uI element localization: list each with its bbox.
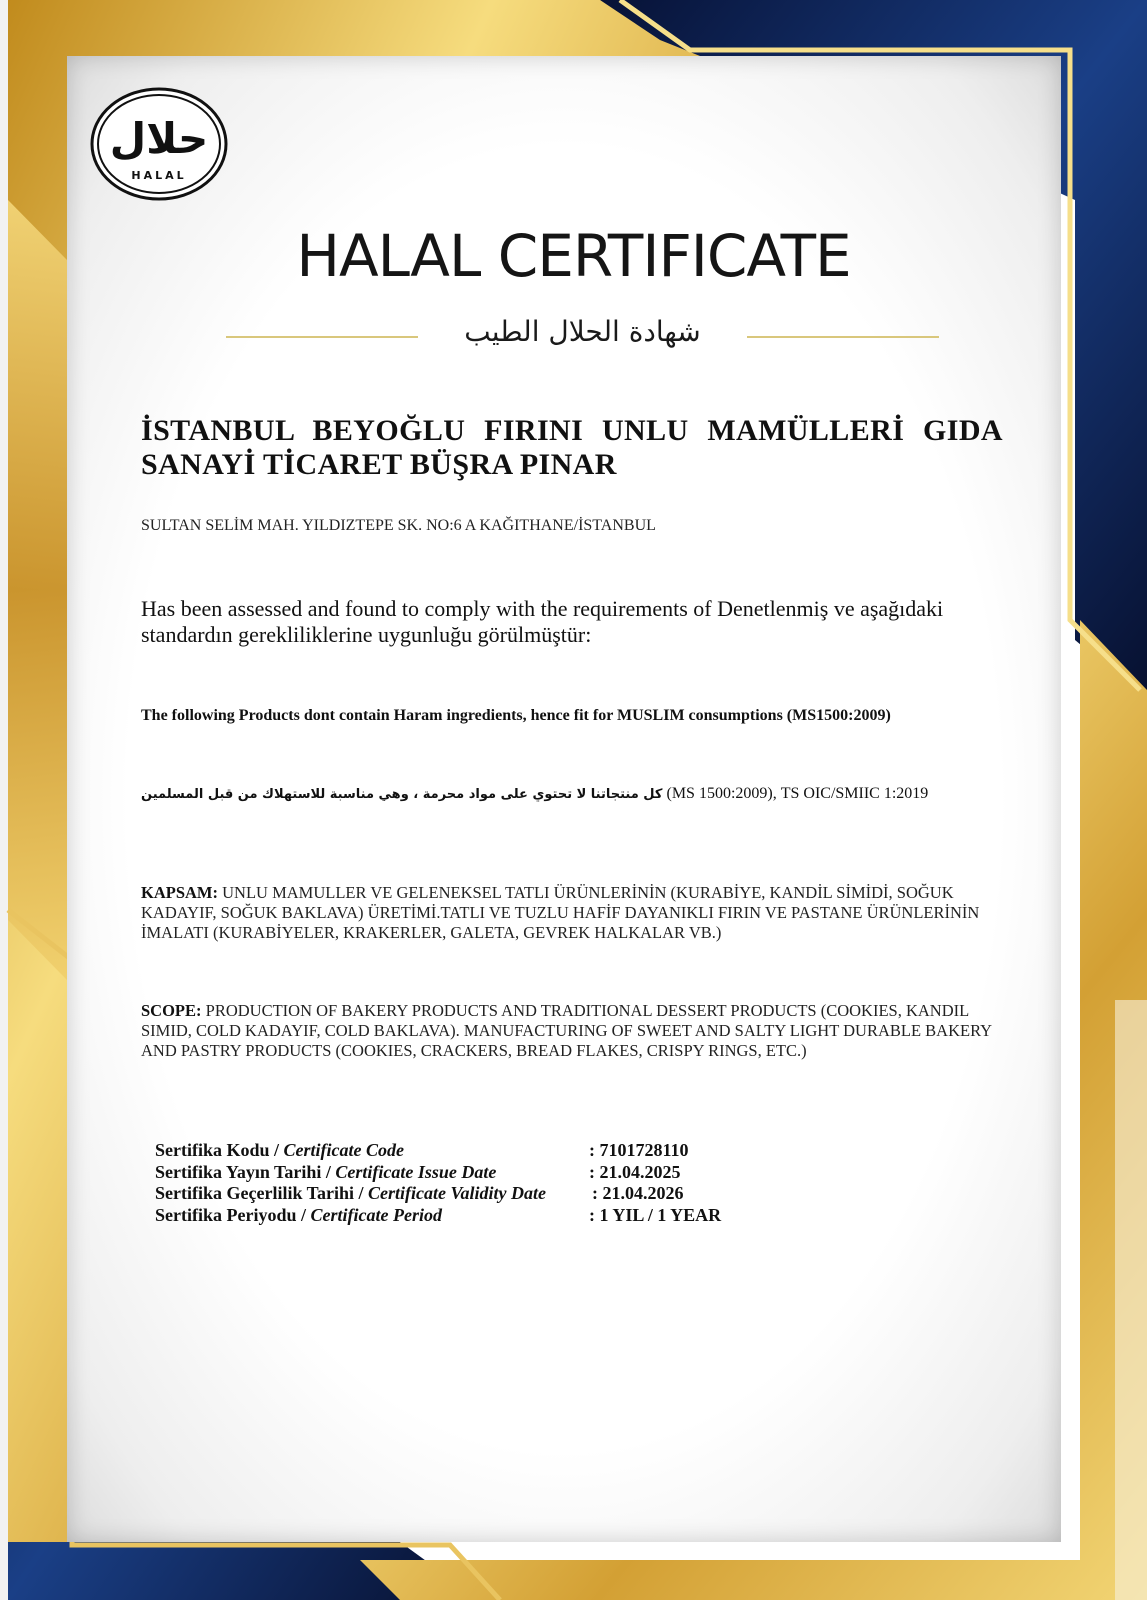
kapsam-text: UNLU MAMULLER VE GELENEKSEL TATLI ÜRÜNLERİNİN (KURABİYE, KANDİL SİMİDİ, SOĞUK KADAYIF, SOĞUK BAKLAVA) ÜRETİMİ.TATLI VE TUZLU HAFİF DAYANIKLI FIRIN VE PASTANE ÜRÜNLERİNİN İMALATI (KURABİYELER, KRAKERLER, GALETA, GEVREK HALKALAR VB.): [141, 883, 980, 942]
scope-label: SCOPE:: [141, 1001, 202, 1020]
detail-label-tr: Sertifika Kodu /: [155, 1140, 284, 1160]
detail-label-tr: Sertifika Geçerlilik Tarihi /: [155, 1183, 368, 1203]
company-address: SULTAN SELİM MAH. YILDIZTEPE SK. NO:6 A KAĞITHANE/İSTANBUL: [141, 517, 656, 534]
detail-label-en: Certificate Validity Date: [368, 1183, 546, 1203]
compliance-statement: Has been assessed and found to comply with the requirements of Denetlenmiş ve aşağıdaki standardın gerekliliklerine uygunluğu görülmüştür:: [141, 596, 944, 647]
detail-label-en: Certificate Issue Date: [335, 1161, 497, 1182]
detail-label-tr: Sertifika Yayın Tarihi /: [155, 1161, 336, 1182]
products-statement: The following Products dont contain Haram ingredients, hence fit for MUSLIM consumptions (MS1500:2009): [141, 707, 891, 724]
detail-label: [155, 1205, 442, 1227]
standards-text: (MS 1500:2009), TS OIC/SMIIC 1:2019: [662, 785, 929, 802]
kapsam-paragraph: [141, 883, 1011, 943]
detail-label: [155, 1183, 546, 1205]
detail-value: : 1 YIL / 1 YEAR: [589, 1204, 722, 1225]
arabic-statement: [141, 785, 928, 803]
seal-arabic-text: حلال: [109, 114, 209, 163]
kapsam-label: KAPSAM:: [141, 883, 218, 902]
scope-paragraph: [141, 1001, 1011, 1061]
detail-value: : 7101728110: [589, 1140, 689, 1160]
company-name: İSTANBUL BEYOĞLU FIRINI UNLU MAMÜLLERİ GIDA SANAYİ TİCARET BÜŞRA PINAR: [141, 414, 1003, 481]
detail-value: : 21.04.2025: [589, 1161, 681, 1182]
detail-label-en: Certificate Period: [310, 1204, 442, 1225]
certificate-title: HALAL CERTIFICATE: [296, 222, 851, 290]
decorative-rule-right: [747, 336, 939, 338]
decorative-rule-left: [226, 336, 418, 338]
detail-label-en: Certificate Code: [283, 1140, 404, 1160]
detail-label: [155, 1140, 404, 1162]
detail-label: [155, 1162, 496, 1184]
arabic-statement-text: كل منتجاتنا لا تحتوي على مواد محرمة ، وهي مناسبة للاستهلاك من قبل المسلمين: [141, 787, 663, 802]
scope-text: PRODUCTION OF BAKERY PRODUCTS AND TRADITIONAL DESSERT PRODUCTS (COOKIES, KANDIL SIMID, COLD KADAYIF, COLD BAKLAVA). MANUFACTURING OF SWEET AND SALTY LIGHT DURABLE BAKERY AND PASTRY PRODUCTS (COOKIES, CRACKERS, BREAD FLAKES, CRISPY RINGS, ETC.): [141, 1001, 992, 1060]
arabic-subtitle: شهادة الحلال الطيب: [464, 315, 701, 348]
seal-latin-text: HALAL: [131, 169, 187, 182]
detail-label-tr: Sertifika Periyodu /: [155, 1204, 311, 1225]
halal-seal-logo: [89, 86, 229, 202]
detail-value: : 21.04.2026: [592, 1183, 684, 1203]
